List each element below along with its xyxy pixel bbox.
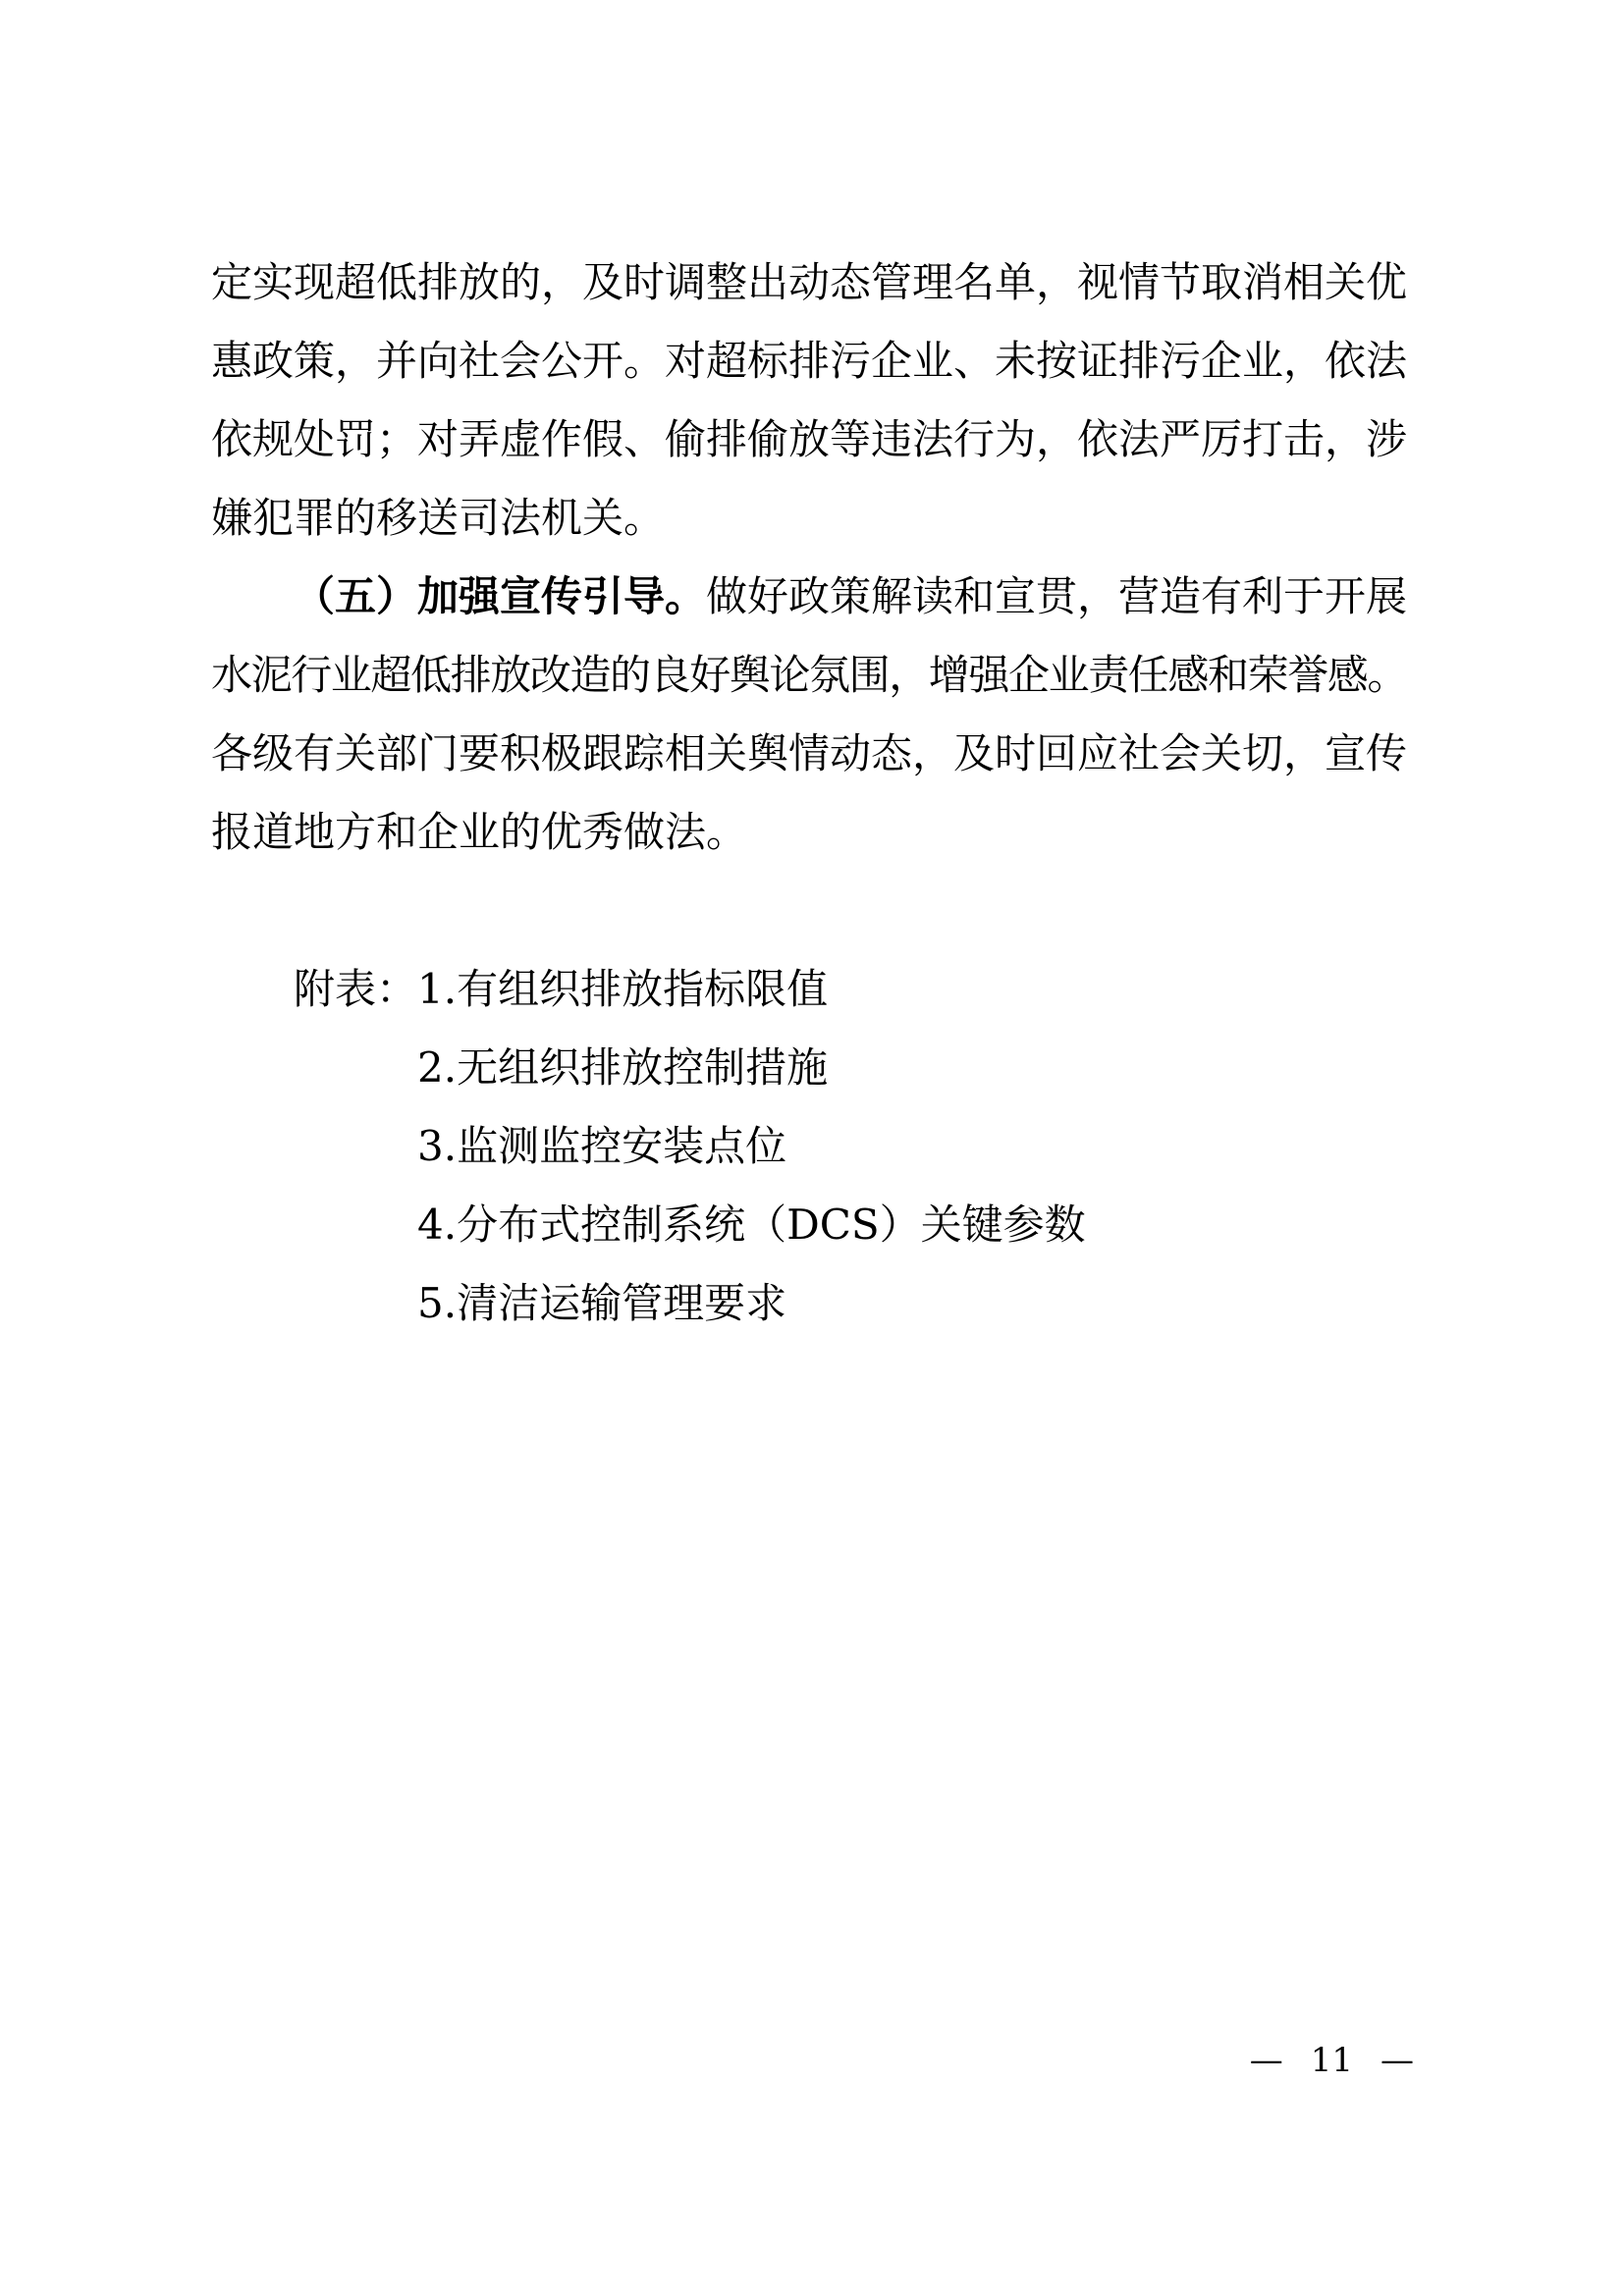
text-line: 惠政策，并向社会公开。对超标排污企业、未按证排污企业，依法: [211, 337, 1408, 385]
footer-dash-left: —: [1249, 2041, 1283, 2080]
attachment-number: 5.: [417, 1279, 458, 1327]
attachment-item: [294, 1107, 1419, 1186]
section-five-text: 做好政策解读和宣贯，营造有利于开展: [706, 572, 1408, 620]
text-line: 嫌犯罪的移送司法机关。: [211, 494, 666, 542]
attachment-item: [294, 1264, 1419, 1343]
page-number: 11: [1310, 2041, 1353, 2080]
section-five-heading: （五）加强宣传引导。: [294, 572, 707, 620]
spacer-line: [211, 872, 1419, 950]
text-line: 依规处罚；对弄虚作假、偷排偷放等违法行为，依法严厉打击，涉: [211, 415, 1408, 463]
attachment-number: 4.: [417, 1201, 458, 1249]
attachment-title: 监测监控安装点位: [457, 1122, 787, 1170]
page-footer: [1250, 2043, 1414, 2078]
attachment-number: 2.: [417, 1043, 458, 1092]
attachments-list: [294, 950, 1419, 1343]
attachment-title: 分布式控制系统（DCS）关键参数: [457, 1201, 1086, 1249]
attachment-title: 有组织排放指标限值: [457, 965, 829, 1013]
body-text: [211, 243, 1419, 1343]
attachment-item: [294, 1186, 1419, 1264]
text-line: 定实现超低排放的，及时调整出动态管理名单，视情节取消相关优: [211, 258, 1408, 306]
text-line: 各级有关部门要积极跟踪相关舆情动态，及时回应社会关切，宣传: [211, 729, 1408, 777]
attachment-title: 无组织排放控制措施: [457, 1043, 829, 1092]
text-line: 水泥行业超低排放改造的良好舆论氛围，增强企业责任感和荣誉感。: [211, 651, 1408, 699]
attachment-item: [294, 950, 1419, 1029]
attachment-number: 1.: [417, 965, 458, 1013]
attachment-title: 清洁运输管理要求: [457, 1279, 787, 1327]
text-line: 报道地方和企业的优秀做法。: [211, 808, 748, 856]
attachments-label: 附表：: [294, 965, 418, 1013]
text-line: [211, 558, 1419, 636]
footer-dash-right: —: [1380, 2041, 1414, 2080]
attachment-item: [294, 1029, 1419, 1107]
attachment-number: 3.: [417, 1122, 458, 1170]
